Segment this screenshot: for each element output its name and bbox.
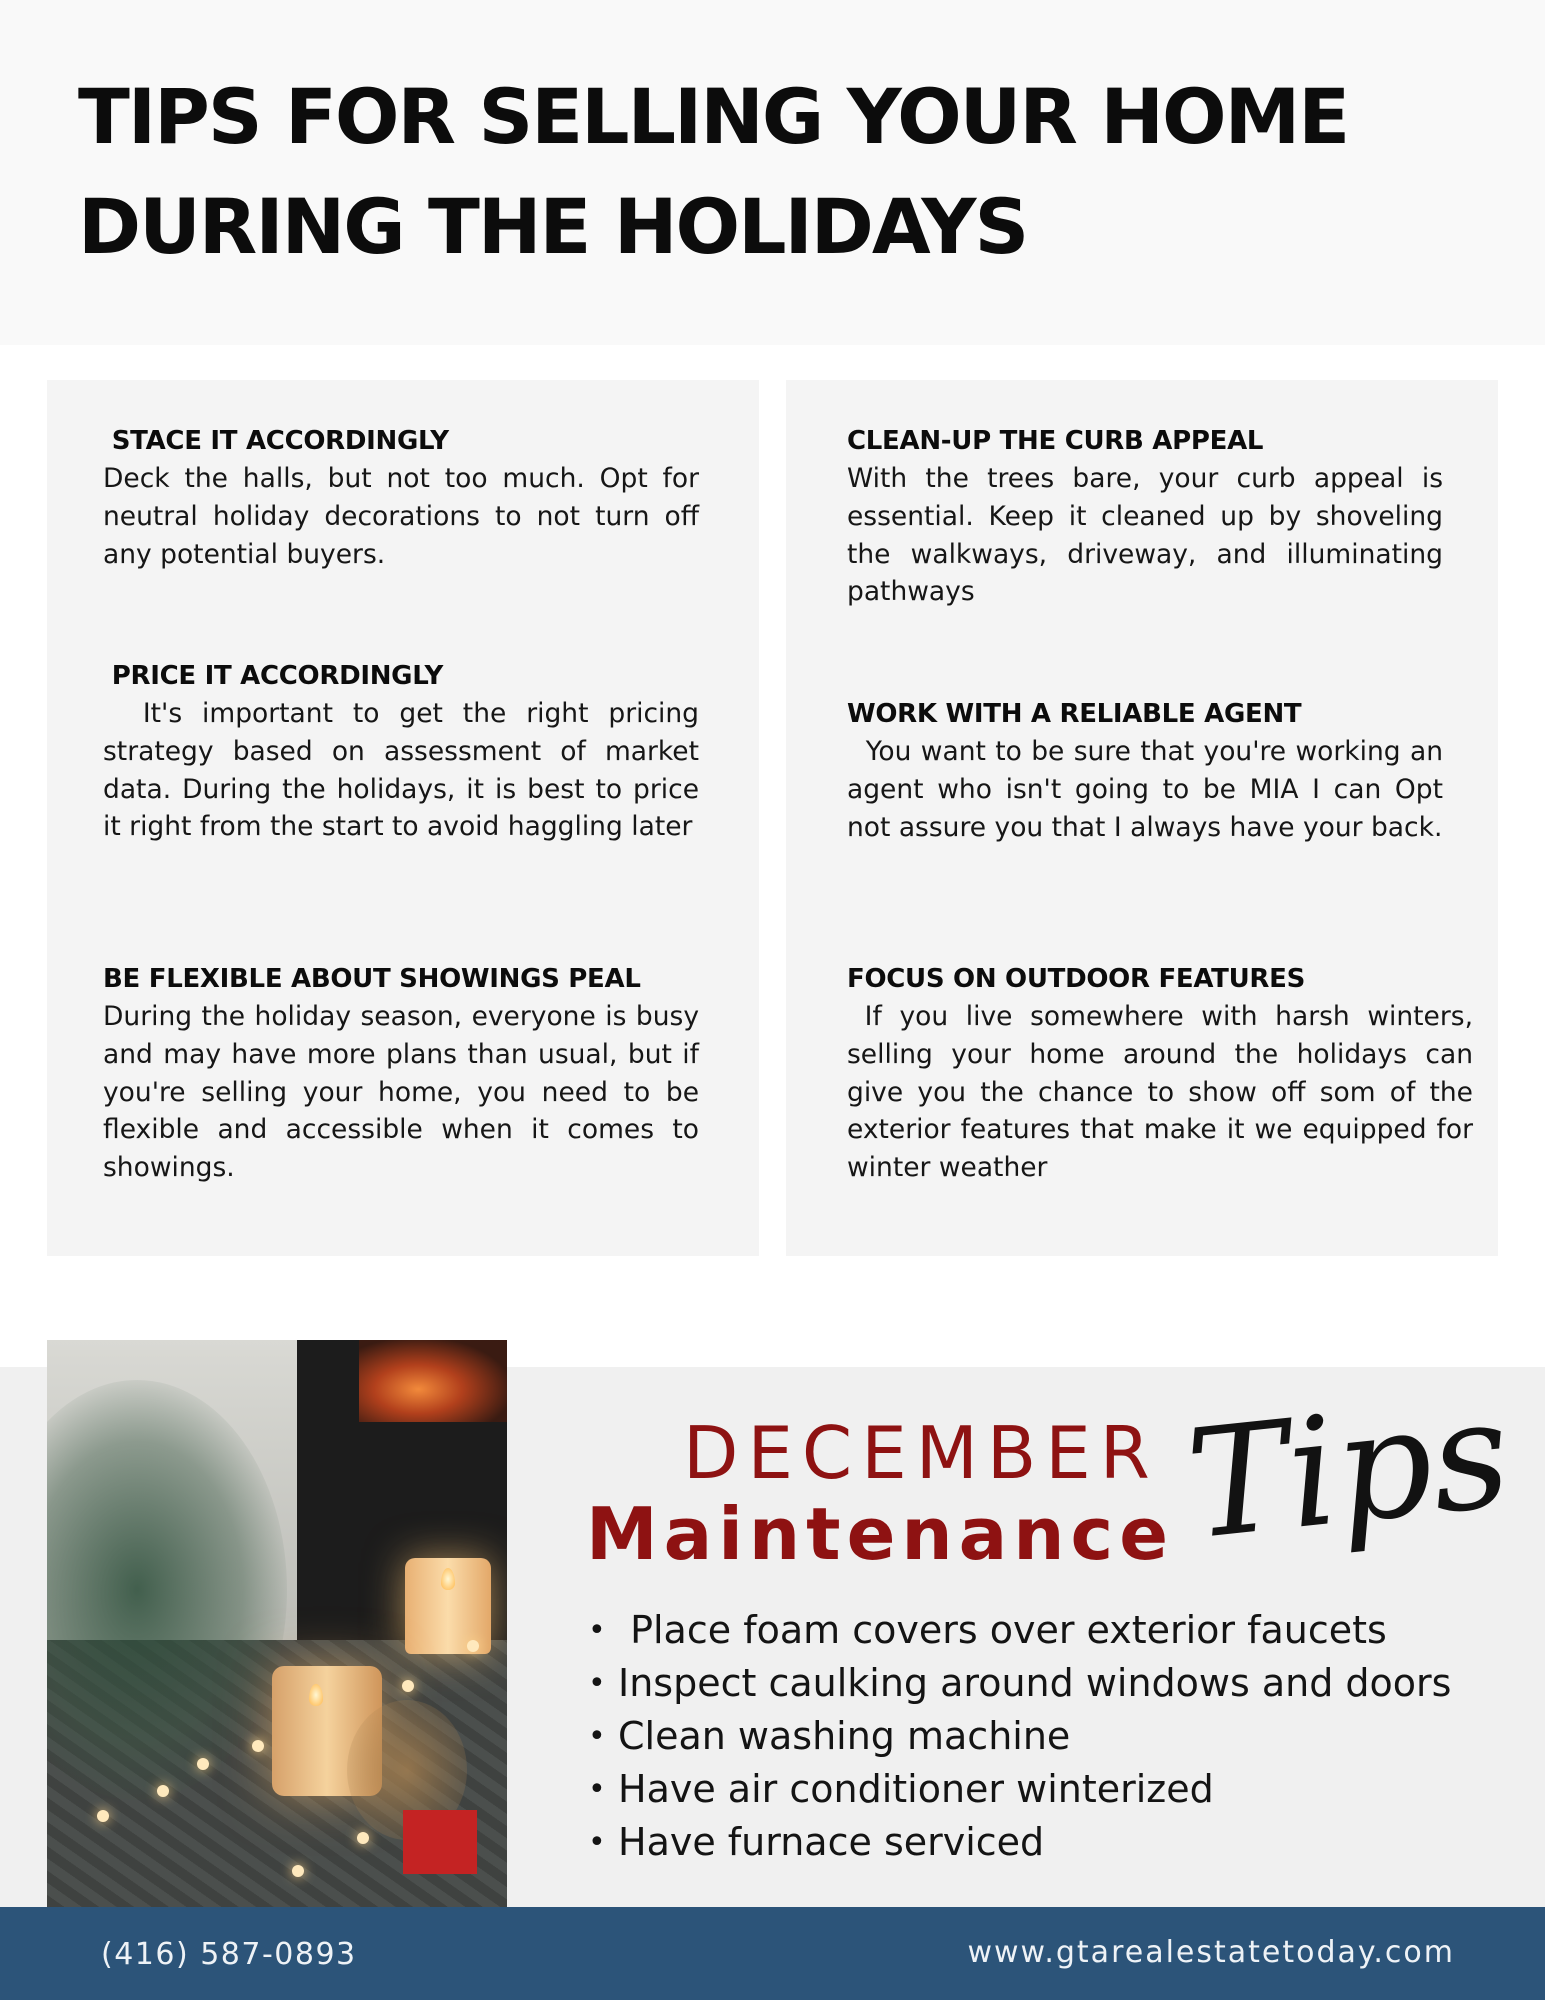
tip-curb-appeal [847, 422, 1443, 611]
tip-reliable-agent [847, 695, 1452, 846]
list-item: • Clean washing machine [588, 1710, 1451, 1763]
page-title [78, 62, 1378, 282]
tip-heading: PRICE IT ACCORDINGLY [103, 661, 443, 691]
photo-fire [359, 1340, 507, 1422]
tip-heading: WORK WITH A RELIABLE AGENT [847, 699, 1302, 729]
bullet-icon: • [588, 1719, 606, 1754]
photo-string-light [157, 1785, 169, 1797]
tip-heading: STACE IT ACCORDINGLY [103, 426, 449, 456]
left-tips-card [47, 380, 759, 1256]
list-item: • Have furnace serviced [588, 1816, 1451, 1869]
tip-body: With the trees bare, your curb appeal is essential. Keep it cleaned up by shoveling the walkways, driveway, and illuminating pathways [847, 463, 1443, 608]
list-item: • Inspect caulking around windows and doors [588, 1657, 1451, 1710]
tip-outdoor-features [847, 960, 1482, 1187]
photo-red-house-ornament [403, 1810, 477, 1874]
tips-script-heading: Tips [1179, 1366, 1518, 1574]
bullet-icon: • [588, 1666, 606, 1701]
maintenance-list [588, 1604, 1451, 1869]
tip-body: It's important to get the right pricing strategy based on assessment of market data. During the holidays, it is best to price it right from the start to avoid haggling later [103, 698, 708, 843]
right-tips-card [786, 380, 1498, 1256]
page-title-line-2: DURING THE HOLIDAYS [78, 182, 1028, 271]
tip-heading: BE FLEXIBLE ABOUT SHOWINGS PEAL [103, 964, 641, 994]
photo-string-light [252, 1740, 264, 1752]
photo-string-light [97, 1810, 109, 1822]
photo-string-light [197, 1758, 209, 1770]
footer-bar [0, 1907, 1545, 2000]
maintenance-heading: Maintenance [586, 1492, 1175, 1576]
bullet-icon: • [588, 1613, 606, 1648]
tip-body: Deck the halls, but not too much. Opt for neutral holiday decorations to not turn off any potential buyers. [103, 463, 699, 570]
photo-string-light [467, 1640, 479, 1652]
tip-flexible-showings [103, 960, 699, 1187]
holiday-candles-photo [47, 1340, 507, 1907]
list-item: • Place foam covers over exterior faucets [588, 1604, 1451, 1657]
december-heading: DECEMBER [683, 1411, 1159, 1495]
tip-body: If you live somewhere with harsh winters, selling your home around the holidays can give you the chance to show off som of the exterior features that make it we equipped for winter weather [847, 1001, 1482, 1184]
list-item: • Have air conditioner winterized [588, 1763, 1451, 1816]
tip-body: You want to be sure that you're working an agent who isn't going to be MIA I can Opt not assure you that I always have your back. [847, 736, 1452, 843]
tip-heading: CLEAN-UP THE CURB APPEAL [847, 426, 1264, 456]
website-link[interactable]: www.gtarealestatetoday.com [967, 1935, 1455, 1970]
photo-string-light [402, 1680, 414, 1692]
photo-string-light [357, 1832, 369, 1844]
tip-price-it [103, 657, 708, 846]
tip-body: During the holiday season, everyone is busy and may have more plans than usual, but if you're selling your home, you need to be flexible and accessible when it comes to showings. [103, 1001, 699, 1184]
tip-heading: FOCUS ON OUTDOOR FEATURES [847, 964, 1306, 994]
bullet-icon: • [588, 1772, 606, 1807]
photo-string-light [292, 1865, 304, 1877]
bullet-icon: • [588, 1825, 606, 1860]
page-title-line-1: TIPS FOR SELLING YOUR HOME [78, 72, 1349, 161]
phone-number: (416) 587-0893 [101, 1937, 357, 1972]
tip-stage-it [103, 422, 699, 573]
